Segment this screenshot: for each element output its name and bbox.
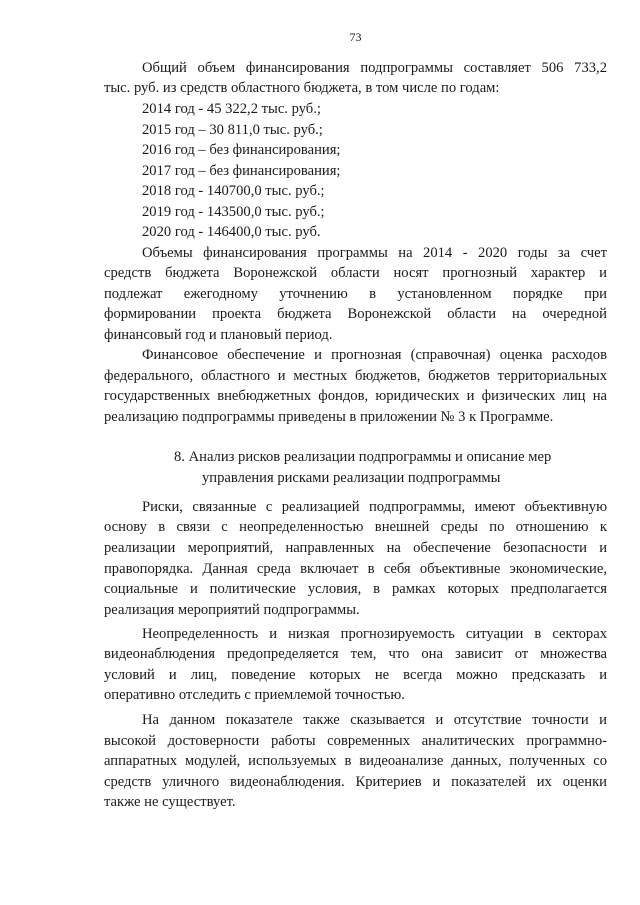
year-financing-2019: 2019 год - 143500,0 тыс. руб.; bbox=[142, 204, 325, 220]
paragraph-line: Риски, связанные с реализацией подпрограммы, имеют объективную bbox=[142, 499, 607, 515]
paragraph-line: реализация мероприятий подпрограммы. bbox=[104, 602, 360, 618]
year-financing-2017: 2017 год – без финансирования; bbox=[142, 163, 341, 179]
paragraph-line: реализацию подпрограммы приведены в приложении № 3 к Программе. bbox=[104, 409, 554, 425]
paragraph-line: средств бюджета Воронежской области носят прогнозный характер и bbox=[104, 265, 607, 281]
paragraph-line: тыс. руб. из средств областного бюджета, в том числе по годам: bbox=[104, 80, 500, 96]
year-financing-2018: 2018 год - 140700,0 тыс. руб.; bbox=[142, 183, 325, 199]
paragraph-line: финансовый год и плановый период. bbox=[104, 327, 333, 343]
paragraph-line: реализации мероприятий, направленных на обеспечение безопасности и bbox=[104, 540, 607, 556]
year-financing-2016: 2016 год – без финансирования; bbox=[142, 142, 341, 158]
year-financing-2015: 2015 год – 30 811,0 тыс. руб.; bbox=[142, 122, 323, 138]
paragraph-line: Неопределенность и низкая прогнозируемость ситуации в секторах bbox=[142, 626, 607, 642]
paragraph-line: видеонаблюдения предопределяется тем, что она зависит от множества bbox=[104, 646, 607, 662]
paragraph-line: подлежат ежегодному уточнению в установленном порядке при bbox=[104, 286, 607, 302]
paragraph-line: государственных внебюджетных фондов, юридических и физических лиц на bbox=[104, 388, 607, 404]
paragraph-line: высокой достоверности работы современных аналитических программно- bbox=[104, 733, 607, 749]
paragraph-line: аппаратных модулей, используемых в видеоанализе данных, полученных со bbox=[104, 753, 607, 769]
paragraph-line: средств уличного видеонаблюдения. Критериев и показателей их оценки bbox=[104, 774, 607, 790]
year-financing-2014: 2014 год - 45 322,2 тыс. руб.; bbox=[142, 101, 321, 117]
section-heading-line: 8. Анализ рисков реализации подпрограммы и описание мер bbox=[174, 449, 552, 465]
paragraph-line: также не существует. bbox=[104, 794, 236, 810]
paragraph-line: Финансовое обеспечение и прогнозная (справочная) оценка расходов bbox=[142, 347, 607, 363]
paragraph-line: условий и лиц, поведение которых не всегда можно предсказать и bbox=[104, 667, 607, 683]
year-financing-2020: 2020 год - 146400,0 тыс. руб. bbox=[142, 224, 321, 240]
paragraph-line: оперативно отследить с приемлемой точностью. bbox=[104, 687, 405, 703]
section-heading-line: управления рисками реализации подпрограммы bbox=[202, 470, 501, 486]
paragraph-line: Общий объем финансирования подпрограммы составляет 506 733,2 bbox=[142, 60, 607, 76]
paragraph-line: формировании проекта бюджета Воронежской области на очередной bbox=[104, 306, 607, 322]
paragraph-line: социальные и политические условия, в рамках которых предполагается bbox=[104, 581, 607, 597]
paragraph-line: федерального, областного и местных бюджетов, бюджетов территориальных bbox=[104, 368, 607, 384]
paragraph-line: правопорядка. Данная среда включает в себя объективные экономические, bbox=[104, 561, 607, 577]
page-number: 73 bbox=[349, 30, 362, 44]
paragraph-line: На данном показателе также сказывается и отсутствие точности и bbox=[142, 712, 607, 728]
paragraph-line: Объемы финансирования программы на 2014 - 2020 годы за счет bbox=[142, 245, 607, 261]
paragraph-line: основу в связи с неопределенностью внешней среды по отношению к bbox=[104, 519, 607, 535]
